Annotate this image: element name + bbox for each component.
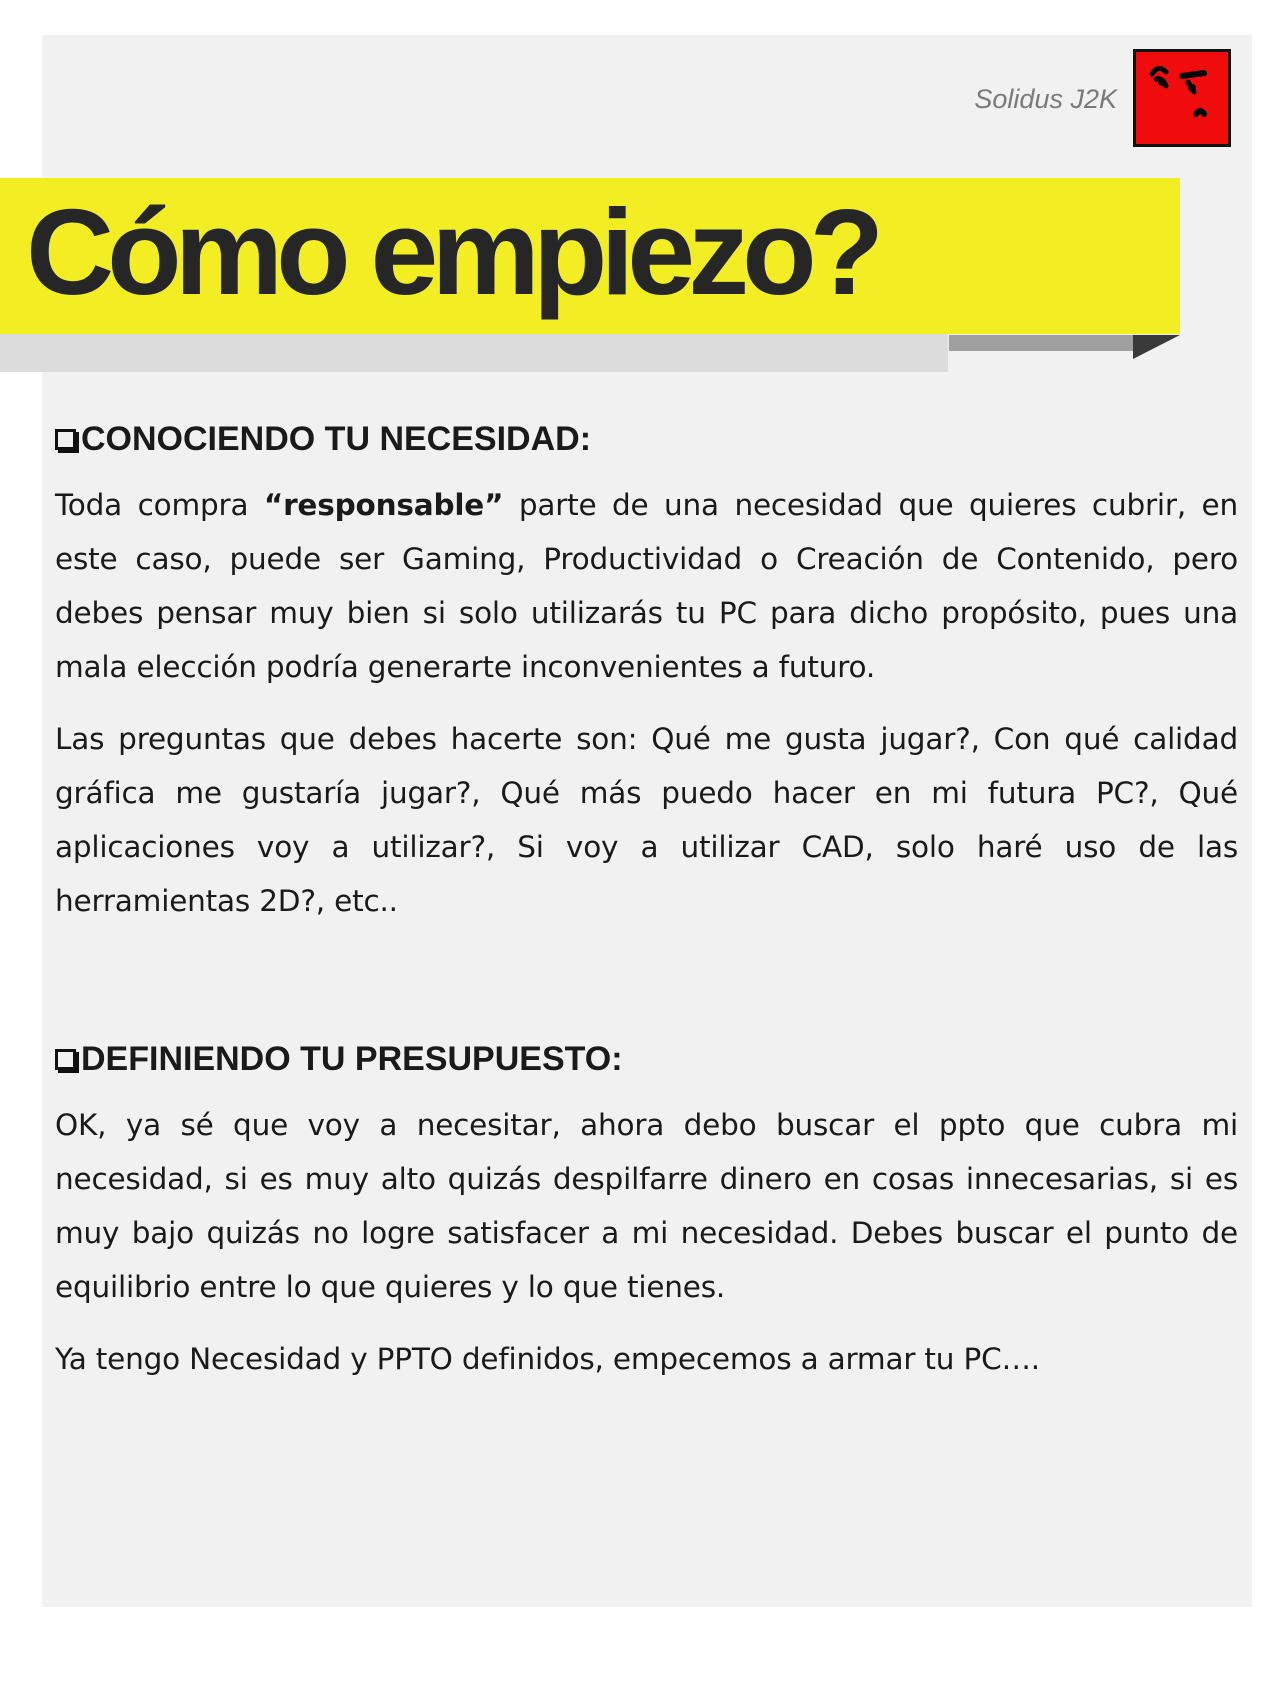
paragraph-text: parte de una necesidad que quieres cubrir, en este caso, puede ser Gaming, Productividad o Creación de Contenido, pero debes pensar muy bien si solo utilizarás tu PC para dicho propósito, pues una mala elección podría generarte inconvenientes a futuro. xyxy=(55,488,1238,684)
section-heading-necesidad xyxy=(55,420,591,459)
checkbox-bullet-icon xyxy=(55,1049,76,1070)
section-heading-text: DEFINIENDO TU PRESUPUESTO: xyxy=(81,1040,623,1078)
section-heading-text: CONOCIENDO TU NECESIDAD: xyxy=(81,420,592,458)
paragraph: Las preguntas que debes hacerte son: Qué me gusta jugar?, Con qué calidad gráfica me gustaría jugar?, Qué más puedo hacer en mi futura PC?, Qué aplicaciones voy a utilizar?, Si voy a utilizar CAD, solo haré uso de las herramientas 2D?, etc.. xyxy=(55,722,1238,918)
title-fold-bar xyxy=(949,335,1134,351)
title-fold-triangle xyxy=(1133,335,1180,359)
section-heading-presupuesto xyxy=(55,1040,623,1079)
paragraph-bold-text: “responsable” xyxy=(263,488,504,522)
paragraph: Ya tengo Necesidad y PPTO definidos, empecemos a armar tu PC…. xyxy=(55,1342,1040,1376)
paragraph-text: Toda compra xyxy=(55,488,264,522)
checkbox-bullet-icon xyxy=(55,429,76,450)
angry-face-icon xyxy=(1133,49,1231,147)
title-shadow xyxy=(0,330,948,372)
page-title: Cómo empiezo? xyxy=(26,184,878,320)
paragraph: OK, ya sé que voy a necesitar, ahora debo buscar el ppto que cubra mi necesidad, si es muy alto quizás despilfarre dinero en cosas innecesarias, si es muy bajo quizás no logre satisfacer a mi necesidad. Debes buscar el punto de equilibrio entre lo que quieres y lo que tienes. xyxy=(55,1108,1238,1304)
paragraph xyxy=(55,478,1238,694)
title-band xyxy=(0,178,1180,334)
author-name: Solidus J2K xyxy=(974,84,1117,114)
